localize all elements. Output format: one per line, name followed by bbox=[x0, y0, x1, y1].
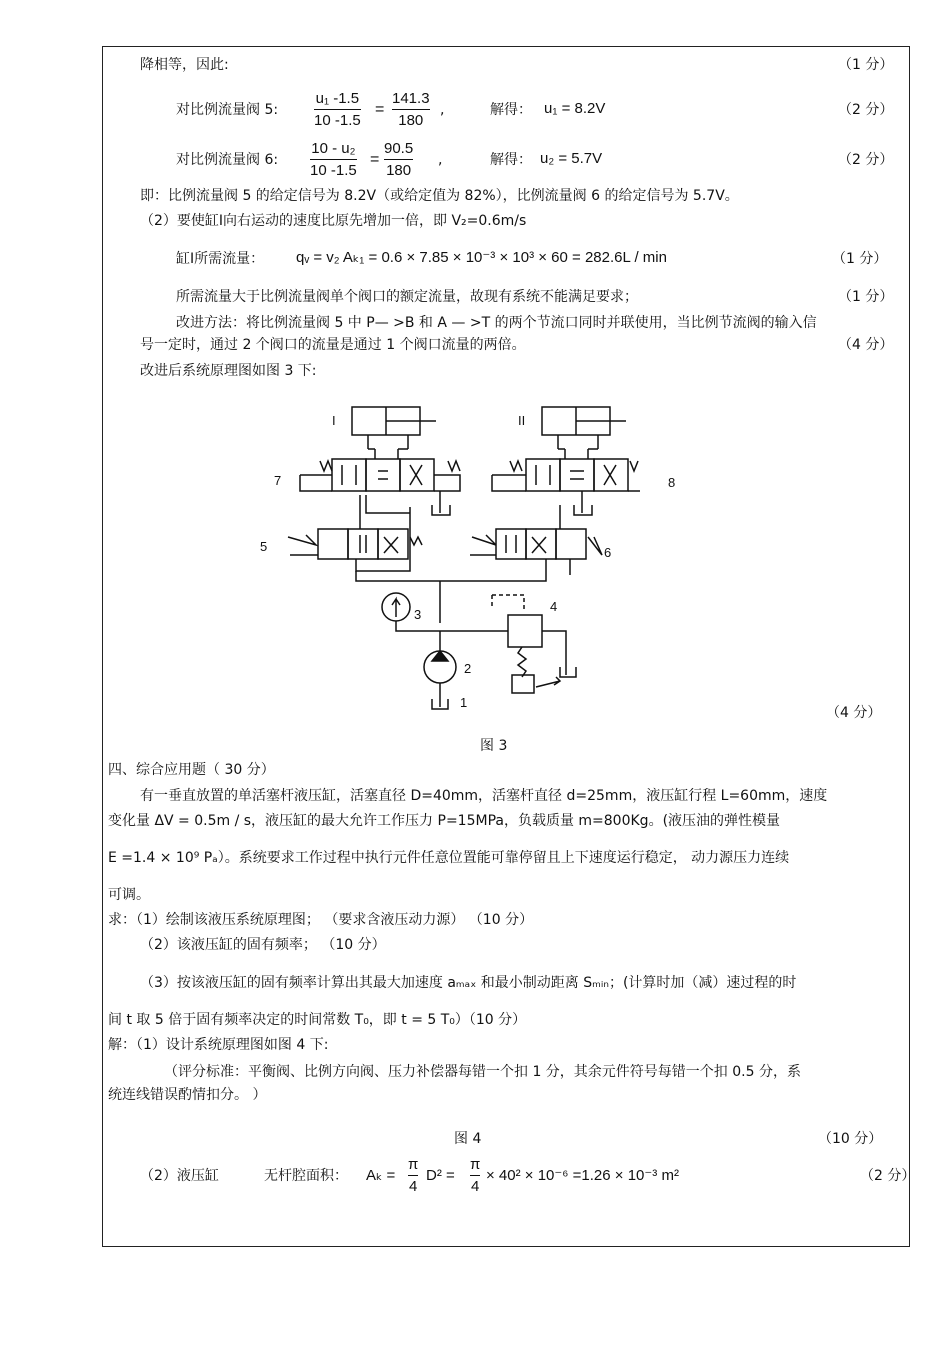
numerator: π bbox=[470, 1156, 481, 1173]
score: （4 分） bbox=[838, 337, 894, 353]
label-5: 5 bbox=[260, 539, 268, 554]
fraction bbox=[384, 140, 413, 179]
score: （2 分） bbox=[860, 1168, 916, 1184]
text-line: 改进后系统原理图如图 3 下: bbox=[140, 363, 317, 379]
text-line: 所需流量大于比例流量阀单个阀口的额定流量，故现有系统不能满足要求； bbox=[176, 289, 638, 305]
valve6-label: 对比例流量阀 6: bbox=[176, 152, 279, 168]
equals: = bbox=[375, 101, 385, 118]
text-line: 求：（1）绘制该液压系统原理图； （要求含液压动力源） （10 分） bbox=[108, 912, 534, 928]
label-1: 1 bbox=[460, 695, 468, 710]
section-heading: 四、综合应用题（ 30 分） bbox=[108, 762, 275, 778]
solve-label: 解得： bbox=[490, 102, 532, 118]
result: u₁ = 8.2V bbox=[544, 100, 606, 117]
text-line: 解：（1）设计系统原理图如图 4 下: bbox=[108, 1037, 329, 1053]
label-3: 3 bbox=[414, 607, 422, 622]
solve-label: 解得： bbox=[490, 152, 532, 168]
text-line: 改进方法：将比例流量阀 5 中 P— >B 和 A — >T 的两个节流口同时并联使用，当比例节流阀的输入信 bbox=[176, 315, 817, 331]
denominator: 4 bbox=[409, 1178, 418, 1195]
text-line: 号一定时，通过 2 个阀口的流量是通过 1 个阀口流量的两倍。 bbox=[140, 337, 526, 353]
score: （2 分） bbox=[838, 152, 894, 168]
text-line: 即：比例流量阀 5 的给定信号为 8.2V（或给定值为 82%），比例流量阀 6 的给定信号为 5.7V。 bbox=[140, 188, 739, 204]
valve5-label: 对比例流量阀 5: bbox=[176, 102, 279, 118]
numerator: π bbox=[408, 1156, 419, 1173]
score: （1 分） bbox=[832, 251, 888, 267]
text-line: 降相等，因此: bbox=[140, 57, 229, 73]
hydraulic-schematic bbox=[260, 395, 676, 720]
label-7: 7 bbox=[274, 473, 282, 488]
fraction bbox=[314, 90, 361, 129]
text-line: 缸Ⅰ所需流量： bbox=[176, 251, 265, 267]
numerator: 10 - u₂ bbox=[311, 140, 356, 157]
text-line: 变化量 ΔV = 0.5m / s，液压缸的最大允许工作压力 P=15MPa，负载质量 m=800Kg。(液压油的弹性模量 bbox=[108, 813, 781, 829]
label-4: 4 bbox=[550, 599, 558, 614]
equals: = bbox=[370, 151, 380, 168]
figure-caption: 图 3 bbox=[480, 738, 508, 754]
valve-6 bbox=[496, 529, 526, 559]
fraction bbox=[408, 1156, 418, 1195]
text-line: E =1.4 × 10⁹ Pₐ）。系统要求工作过程中执行元件任意位置能可靠停留且上下速度运行稳定， 动力源压力连续 bbox=[108, 850, 790, 866]
denominator: 180 bbox=[386, 162, 412, 179]
denominator: 180 bbox=[398, 112, 424, 129]
score: （1 分） bbox=[838, 57, 894, 73]
fraction bbox=[310, 140, 357, 179]
label-2: 2 bbox=[464, 661, 472, 676]
denominator: 4 bbox=[471, 1178, 480, 1195]
label-6: 6 bbox=[604, 545, 612, 560]
area-equation-rhs: × 40² × 10⁻⁶ =1.26 × 10⁻³ m² bbox=[486, 1167, 679, 1184]
comma: , bbox=[440, 102, 445, 118]
denominator: 10 -1.5 bbox=[310, 162, 357, 179]
valve-8-left bbox=[526, 459, 560, 491]
text-line: 可调。 bbox=[108, 887, 150, 903]
text-line: 间 t 取 5 倍于固有频率决定的时间常数 T₀，即 t = 5 T₀）（10 分） bbox=[108, 1012, 527, 1028]
score: （1 分） bbox=[838, 289, 894, 305]
label-ii: II bbox=[518, 413, 526, 428]
area-equation-lhs: Aₖ = bbox=[366, 1167, 396, 1184]
fraction bbox=[392, 90, 430, 129]
result: u₂ = 5.7V bbox=[540, 150, 603, 167]
numerator: 141.3 bbox=[392, 90, 430, 107]
numerator: u₁ -1.5 bbox=[315, 90, 360, 107]
figure-caption: 图 4 bbox=[454, 1131, 482, 1147]
valve-5 bbox=[318, 529, 348, 559]
text-line: （3）按该液压缸的固有频率计算出其最大加速度 aₘₐₓ 和最小制动距离 Sₘᵢₙ；(计算时加（减）速过程的时 bbox=[140, 975, 797, 991]
area-equation-mid: D² = bbox=[426, 1167, 455, 1184]
score: （10 分） bbox=[818, 1131, 883, 1147]
relief-valve-4 bbox=[508, 615, 542, 647]
comma: , bbox=[438, 152, 443, 168]
text-line: 统连线错误酌情扣分。 ） bbox=[108, 1087, 267, 1103]
fraction bbox=[470, 1156, 480, 1195]
text-line: （2）液压缸 bbox=[140, 1168, 219, 1184]
text-line: （2）要使缸Ⅰ向右运动的速度比原先增加一倍，即 V₂=0.6m/s bbox=[140, 213, 527, 229]
flow-equation: qᵥ = v₂ Aₖ₁ = 0.6 × 7.85 × 10⁻³ × 10³ × 60 = 282.6L / min bbox=[296, 249, 667, 266]
text-line: 有一垂直放置的单活塞杆液压缸，活塞直径 D=40mm，活塞杆直径 d=25mm，液压缸行程 L=60mm，速度 bbox=[140, 788, 828, 804]
score: （2 分） bbox=[838, 102, 894, 118]
denominator: 10 -1.5 bbox=[314, 112, 361, 129]
text-line: 无杆腔面积： bbox=[264, 1168, 348, 1184]
text-line: （评分标准：平衡阀、比例方向阀、压力补偿器每错一个扣 1 分，其余元件符号每错一个扣 0.5 分，系 bbox=[164, 1064, 801, 1080]
valve-7-left bbox=[332, 459, 366, 491]
label-i: I bbox=[332, 413, 336, 428]
text-line: （2）该液压缸的固有频率； （10 分） bbox=[140, 937, 386, 953]
numerator: 90.5 bbox=[384, 140, 414, 157]
label-8: 8 bbox=[668, 475, 676, 490]
score: （4 分） bbox=[826, 705, 882, 721]
